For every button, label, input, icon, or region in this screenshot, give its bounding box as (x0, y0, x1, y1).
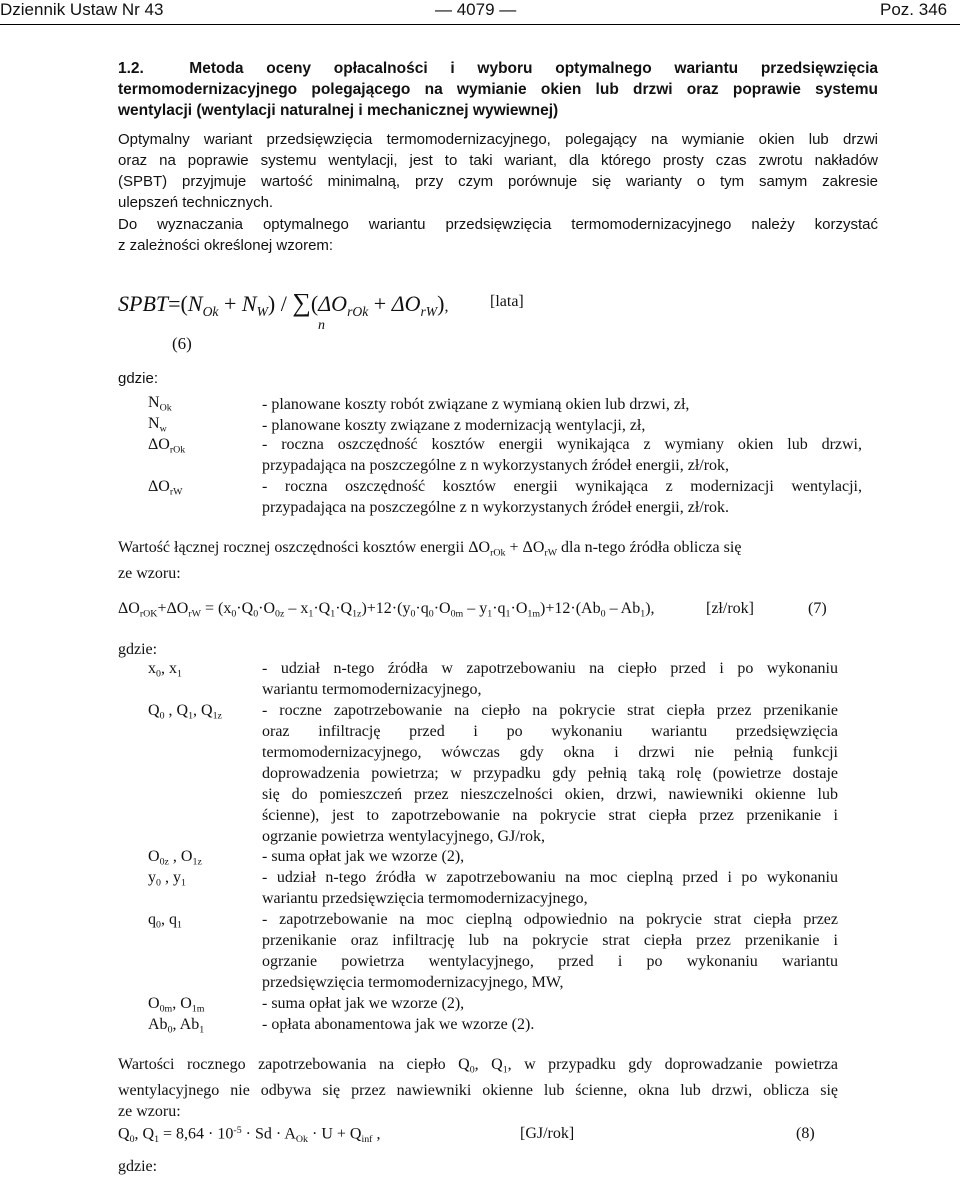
total-savings-paragraph (118, 537, 858, 584)
text-line: oraz na poprawie systemu wentylacji, jest to taki wariant, dla którego prosty czas zwrotu nakładów (118, 152, 878, 169)
text-line: Do wyznaczania optymalnego wariantu przedsięwzięcia termomodernizacyjnego należy korzystać (118, 216, 878, 233)
sum-index: n (318, 318, 325, 333)
formula-8-number: (8) (796, 1125, 815, 1142)
text-line: ścienne), jest to zapotrzebowanie na pokrycie strat ciepła przez przenikanie i (262, 807, 838, 824)
definition-n-ok (262, 394, 862, 415)
text-line: - planowane koszty związane z modernizacją wentylacji, zł, (262, 417, 646, 434)
text-line: Optymalny wariant przedsięwzięcia termomodernizacyjnego, polegający na wymianie okien lub drzwi (118, 131, 878, 148)
text-line: - suma opłat jak we wzorze (2), (262, 995, 465, 1012)
symbol-o0z-o1z: $O_{0z}$ , $O_{1z}$ (148, 848, 202, 868)
symbol-ab0-ab1: $Ab_0$, $Ab_1$ (148, 1016, 205, 1036)
text-line: ogrzanie powietrza wentylacyjnego, GJ/rok, (262, 828, 546, 845)
definition-delta-o-rok (262, 434, 862, 476)
definition-y0-y1 (262, 867, 838, 909)
symbol-x0-x1: $x_0$, $x_1$ (148, 660, 182, 680)
formula-6-number: (6) (172, 334, 192, 353)
formula-8-unit: [GJ/rok] (520, 1125, 575, 1142)
formula-6-unit: [lata] (490, 293, 524, 310)
formula-8: $Q_0$, $Q_1 = 8,64 \cdot 10^{-5} \cdot Sd \cdot A_{Ok} \cdot U + Q_{inf}$ , (118, 1125, 381, 1145)
text-line: ogrzanie powietrza wentylacyjnego, przed i po wykonaniu wariantu (262, 953, 838, 970)
definition-delta-o-rw (262, 476, 862, 518)
text-line: - roczna oszczędność kosztów energii wynikająca z wymiany okien lub drzwi, (262, 436, 862, 453)
text-part: , w przypadku gdy doprowadzanie powietrza (507, 1056, 838, 1073)
formula-sub: rW (420, 303, 438, 319)
symbol-main: N (148, 415, 160, 432)
text-line: termomodernizacyjnego, wówczas gdy okna i drzwi nie pełnią funkcji (262, 744, 838, 761)
text-line: przypadająca na poszczególne z n wykorzystanych źródeł energii, zł/rok, (262, 457, 730, 474)
text-line: przedsięwzięcia termomodernizacyjnego, MW, (262, 974, 564, 991)
formula-lhs: SPBT (118, 291, 169, 316)
text-line: (SPBT) przyjmuje wartość minimalną, przy czym porównuje się warianty o tym samym zakresie (118, 173, 878, 190)
symbol-main: ΔO (148, 436, 170, 453)
formula-n-w: N (241, 291, 257, 316)
page-number: — 4079 — (435, 0, 517, 19)
section-title (118, 58, 878, 121)
symbol-main: N (148, 394, 160, 411)
definition-q0-q1-q1z (262, 700, 838, 847)
symbol-n-ok (148, 394, 172, 413)
text-part: dla n-tego źródła oblicza się (557, 539, 742, 556)
symbol-q0-q1-q1z: $Q_0$ , $Q_1$, $Q_{1z}$ (148, 702, 222, 722)
text-line: - roczna oszczędność kosztów energii wynikająca z modernizacji wentylacji, (262, 478, 862, 495)
text-line: - opłata abonamentowa jak we wzorze (2). (262, 1016, 535, 1033)
text-line: Wartości rocznego zapotrzebowania na ciepło $Q_0$, $Q_1$, w przypadku gdy doprowadzanie powietrza (118, 1056, 838, 1076)
text-line: ze wzoru: (118, 1103, 181, 1121)
section-number: 1.2. (118, 60, 144, 77)
symbol-sub: w (159, 423, 167, 435)
formula-6: $SPBT=(N_{Ok} + N_W) / \sum(\Delta O_{rOk} + \Delta O_{rW})$, (118, 288, 449, 319)
formula-sub: Ok (202, 303, 219, 319)
definition-x0-x1 (262, 658, 838, 700)
journal-name: Dziennik Ustaw Nr 43 (0, 0, 164, 19)
section-title-line-3: wentylacji (wentylacji naturalnej i mechanicznej wywiewnej) (118, 102, 559, 119)
where-label-3: gdzie: (118, 1158, 158, 1175)
text-line: doprowadzenia powietrza; w przypadku gdy pełnią taką rolę (powietrze dostaje (262, 765, 838, 782)
formula-7-unit: [zł/rok] (706, 600, 754, 617)
text-line: wariantu przedsięwzięcia termomodernizacyjnego, (262, 890, 588, 907)
text-line: - suma opłat jak we wzorze (2), (262, 848, 465, 865)
symbol-main: ΔO (148, 478, 170, 495)
text-line: oraz infiltrację przed i po wykonaniu wariantu przedsięwzięcia (262, 723, 838, 740)
formula-delta-rw: ΔO (391, 291, 421, 316)
text-line: ulepszeń technicznych. (118, 194, 274, 211)
intro-paragraph-2 (118, 214, 878, 256)
heat-demand-paragraph (118, 1054, 838, 1122)
text-line: przypadająca na poszczególne z n wykorzystanych źródeł energii, zł/rok. (262, 499, 730, 516)
header-rule (0, 24, 960, 25)
text-line: - zapotrzebowanie na moc cieplną odpowiednio na pokrycie strat ciepła przez (262, 911, 838, 928)
symbol-o0m-o1m: $O_{0m}$, $O_{1m}$ (148, 995, 205, 1015)
formula-sub: rOk (347, 303, 369, 319)
text-line: - planowane koszty robót związane z wymianą okien lub drzwi, zł, (262, 396, 690, 413)
text-line: - udział n-tego źródła w zapotrzebowaniu na moc cieplną przed i po wykonaniu (262, 869, 838, 886)
sum-symbol: ∑ (292, 288, 311, 317)
formula-equals: = (168, 291, 181, 316)
symbol-delta-o-rw (148, 478, 183, 497)
definition-o0m-o1m (262, 993, 838, 1014)
definition-n-w (262, 415, 862, 436)
definition-ab0-ab1 (262, 1014, 838, 1035)
definition-q0-q1-lower (262, 909, 838, 993)
section-title-line-1 (118, 58, 878, 79)
formula-delta-rok: ΔO (318, 291, 348, 316)
text-part: Wartość łącznej rocznej oszczędności kosztów energii (118, 539, 469, 556)
section-title-text-1: Metoda oceny opłacalności i wyboru optymalnego wariantu przedsięwzięcia (189, 60, 878, 77)
position-number: Poz. 346 (880, 0, 948, 19)
symbol-y0-y1: $y_0$ , $y_1$ (148, 869, 186, 889)
where-label-2: gdzie: (118, 641, 158, 658)
where-label-1: gdzie: (118, 370, 159, 387)
text-line: wariantu termomodernizacyjnego, (262, 681, 482, 698)
formula-sub: W (256, 303, 268, 319)
symbol-delta-o-rok (148, 436, 185, 455)
text-line: się do pomieszczeń przez nieszczelności okien, drzwi, nawiewniki okienne lub (262, 786, 838, 803)
formula-7-number: (7) (808, 600, 827, 617)
symbol-sub: rOk (169, 444, 186, 456)
symbol-n-w (148, 415, 167, 434)
formula-7: $\Delta O_{rOK}+\Delta O_{rW} = (x_0\cdot Q_0\cdot O_{0z} - x_1\cdot Q_1\cdot Q_{1z})+12\cdot(y_0\cdot q_0\cdot O_{0m} - y_1\cdot q_1\cdot O_{1m})+12\cdot(Ab_0 - Ab_1)$, (118, 600, 655, 620)
section-title-line-2: termomodernizacyjnego polegającego na wymianie okien lub drzwi oraz poprawie systemu (118, 81, 878, 98)
intro-paragraph-1 (118, 129, 878, 213)
text-line: - roczne zapotrzebowanie na ciepło na pokrycie strat ciepła przez przenikanie (262, 702, 838, 719)
formula-n-ok: N (187, 291, 203, 316)
text-line: ze wzoru: (118, 565, 181, 583)
text-line: z zależności określonej wzorem: (118, 237, 334, 254)
symbol-sub: Ok (159, 402, 172, 414)
text-line: - udział n-tego źródła w zapotrzebowaniu na ciepło przed i po wykonaniu (262, 660, 838, 677)
text-line: Wartość łącznej rocznej oszczędności kosztów energii $\Delta O_{rOk} + \Delta O_{rW}$ dla n-tego źródła oblicza się (118, 539, 742, 559)
text-part: Wartości rocznego zapotrzebowania na ciepło (118, 1056, 459, 1073)
symbol-sub: rW (169, 486, 183, 498)
text-line: przenikanie oraz infiltrację lub na pokrycie strat ciepła przez przenikanie i (262, 932, 838, 949)
symbol-q0-q1-lower: $q_0$, $q_1$ (148, 911, 182, 931)
text-line: wentylacyjnego nie odbywa się przez nawiewniki okienne lub ścienne, okna lub drzwi, oblicza się (118, 1082, 838, 1100)
definition-o0z-o1z (262, 846, 838, 867)
